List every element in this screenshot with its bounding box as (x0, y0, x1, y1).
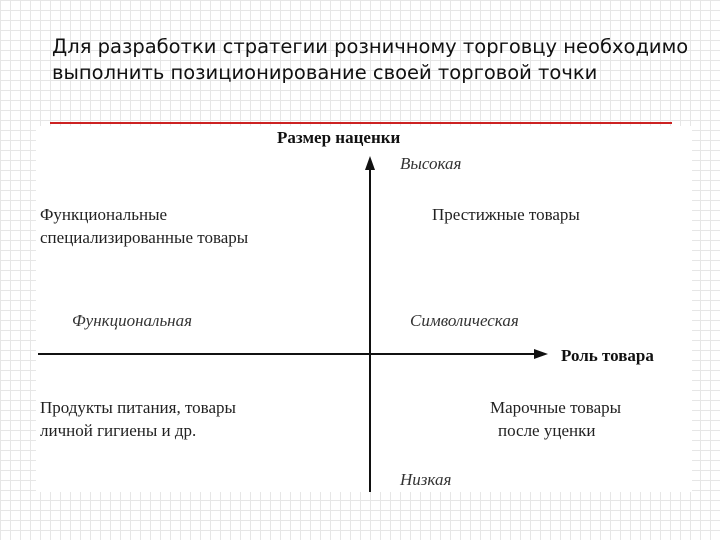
y-axis-arrow (365, 156, 375, 170)
x-left-label: Функциональная (72, 311, 193, 330)
quadrant-text-line: личной гигиены и др. (40, 421, 197, 440)
quadrant-text-line: Марочные товары (490, 398, 622, 417)
quadrant-text-line: Продукты питания, товары (40, 398, 236, 417)
x-axis-arrow (534, 349, 548, 359)
x-axis-title: Роль товара (561, 346, 654, 365)
y-high-label: Высокая (400, 154, 462, 173)
x-right-label: Символическая (410, 311, 519, 330)
quadrant-text-line: специализированные товары (40, 228, 249, 247)
quadrant-text-line: Функциональные (40, 205, 168, 224)
title-divider (50, 122, 672, 124)
quadrant-text-line: Престижные товары (432, 205, 580, 224)
y-low-label: Низкая (400, 470, 452, 489)
quadrant-top-right (432, 203, 580, 226)
slide-title: Для разработки стратегии розничному торговцу необходимо выполнить позиционирование своей торговой точки (52, 35, 689, 84)
positioning-diagram (36, 126, 692, 492)
y-axis-title: Размер наценки (277, 128, 401, 147)
quadrant-bottom-right (490, 396, 621, 442)
quadrant-bottom-left (40, 396, 236, 442)
quadrant-text-line: после уценки (498, 421, 596, 440)
quadrant-top-left (40, 203, 248, 249)
